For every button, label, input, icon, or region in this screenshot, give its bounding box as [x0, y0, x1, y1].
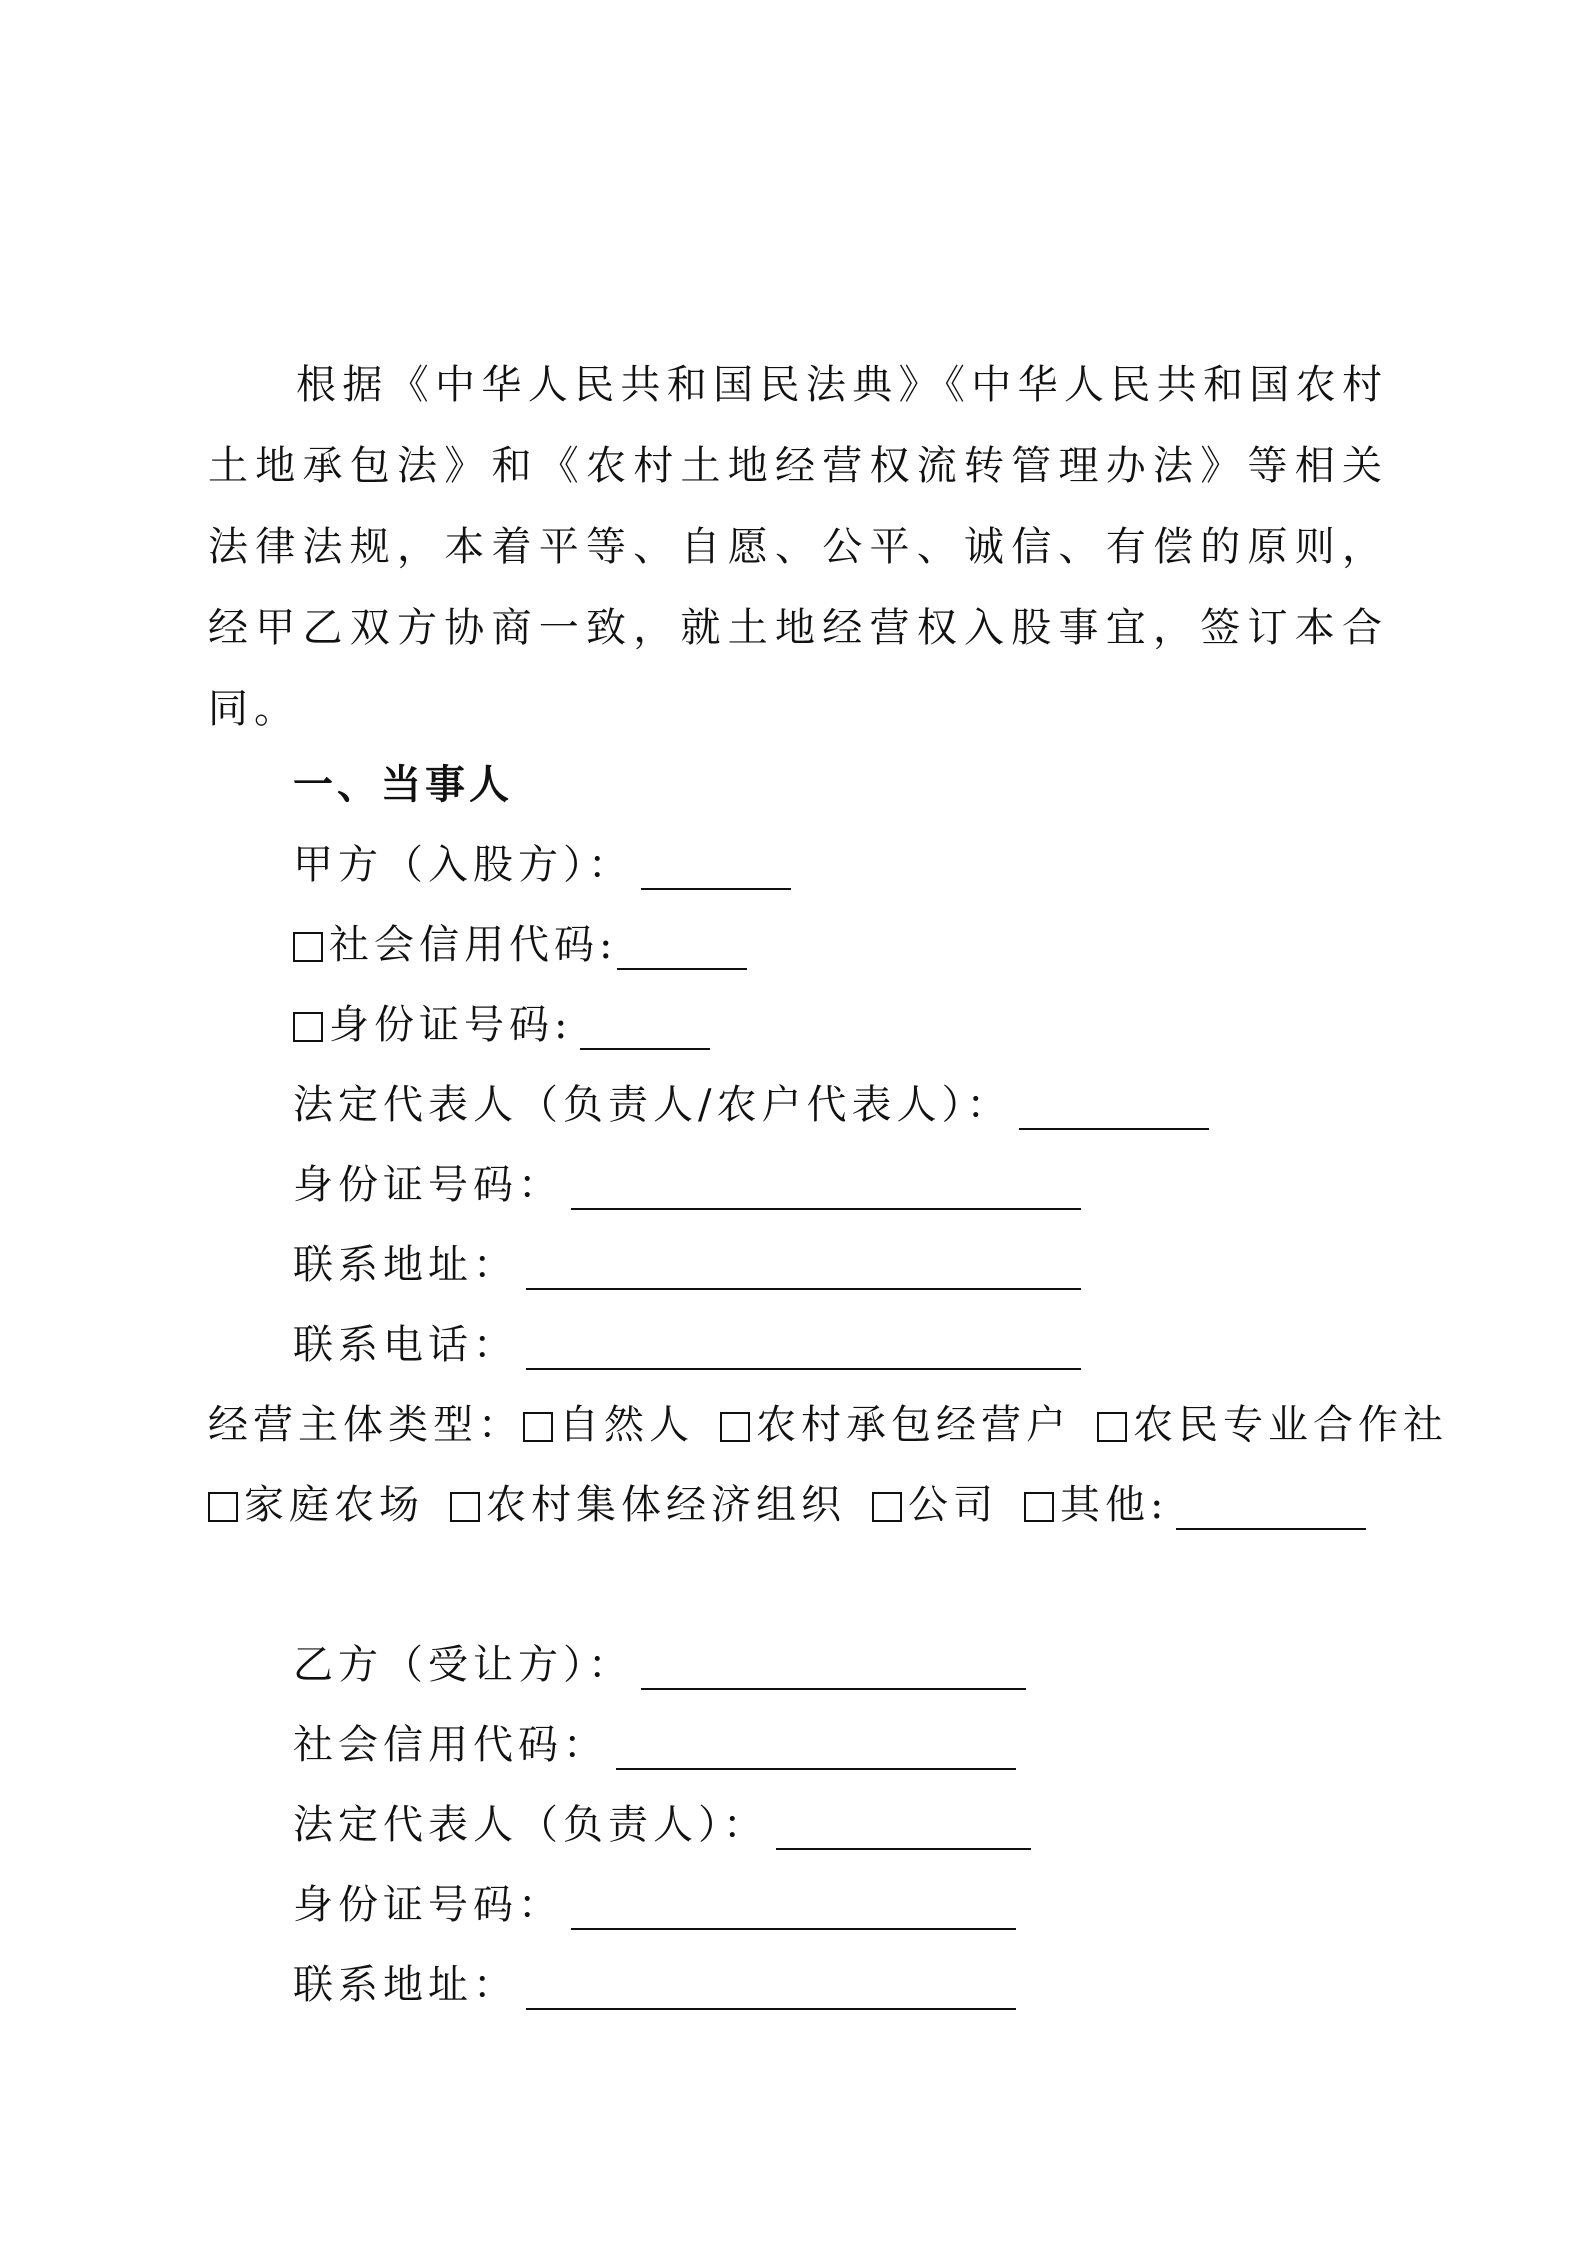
party-b-rep-id-label: 身份证号码： [293, 1882, 563, 1928]
entity-option-company[interactable] [872, 1473, 998, 1530]
party-b-credit-code-label: 社会信用代码： [293, 1722, 608, 1768]
checkbox[interactable] [208, 1492, 238, 1522]
party-a-blank[interactable] [641, 844, 791, 890]
entity-option-label: 农民专业合作社 [1133, 1402, 1448, 1448]
entity-type-label: 经营主体类型： [208, 1402, 523, 1448]
party-a-credit-code-blank[interactable] [617, 924, 747, 970]
entity-option-label: 农村承包经营户 [756, 1402, 1071, 1448]
party-a-credit-code-label: 社会信用代码: [329, 922, 618, 968]
party-a-phone-row [293, 1310, 1081, 1370]
party-a-id-row [293, 990, 710, 1050]
party-b-credit-code-row [293, 1710, 1016, 1770]
entity-option-cooperative[interactable] [1097, 1393, 1448, 1450]
checkbox[interactable] [720, 1412, 750, 1442]
entity-option-natural-person[interactable] [523, 1393, 694, 1450]
party-b-address-blank[interactable] [526, 1964, 1016, 2010]
party-a-address-blank[interactable] [526, 1244, 1081, 1290]
credit-code-checkbox[interactable] [293, 932, 323, 962]
entity-option-collective[interactable] [450, 1473, 846, 1530]
checkbox[interactable] [523, 1412, 553, 1442]
party-b-rep-row [293, 1790, 1031, 1850]
entity-type-row-1 [208, 1390, 1448, 1450]
party-a-id-label: 身份证号码: [329, 1002, 573, 1048]
party-b-rep-id-row [293, 1870, 1016, 1930]
party-a-rep-id-row [293, 1150, 1081, 1210]
party-a-address-row [293, 1230, 1081, 1290]
checkbox[interactable] [450, 1492, 480, 1522]
id-number-checkbox[interactable] [293, 1012, 323, 1042]
party-a-label: 甲方（入股方）： [293, 842, 633, 888]
entity-option-household[interactable] [720, 1393, 1071, 1450]
party-a-rep-id-label: 身份证号码： [293, 1162, 563, 1208]
entity-option-label: 自然人 [559, 1402, 694, 1448]
entity-option-label: 其他: [1060, 1482, 1169, 1528]
party-a-id-blank[interactable] [580, 1004, 710, 1050]
checkbox[interactable] [872, 1492, 902, 1522]
party-a-phone-label: 联系电话： [293, 1322, 518, 1368]
section-title-parties: 一、当事人 [293, 761, 513, 808]
party-b-rep-blank[interactable] [776, 1804, 1031, 1850]
entity-type-row-2 [208, 1470, 1366, 1530]
entity-option-label: 农村集体经济组织 [486, 1482, 846, 1528]
party-a-credit-code-row [293, 910, 747, 970]
party-b-rep-id-blank[interactable] [571, 1884, 1016, 1930]
party-a-row [293, 830, 791, 890]
entity-other-blank[interactable] [1176, 1484, 1366, 1530]
party-b-blank[interactable] [641, 1644, 1026, 1690]
party-b-label: 乙方（受让方）： [293, 1642, 633, 1688]
party-a-rep-blank[interactable] [1019, 1084, 1209, 1130]
party-a-phone-blank[interactable] [526, 1324, 1081, 1370]
entity-option-other[interactable] [1024, 1473, 1366, 1530]
party-a-rep-row [293, 1070, 1209, 1130]
entity-option-label: 公司 [908, 1482, 998, 1528]
entity-option-family-farm[interactable] [208, 1473, 424, 1530]
party-a-rep-id-blank[interactable] [571, 1164, 1081, 1210]
checkbox[interactable] [1024, 1492, 1054, 1522]
party-b-address-row [293, 1950, 1016, 2010]
checkbox[interactable] [1097, 1412, 1127, 1442]
party-a-rep-label: 法定代表人（负责人/农户代表人）： [293, 1082, 1012, 1128]
party-b-rep-label: 法定代表人（负责人）： [293, 1802, 768, 1848]
party-a-address-label: 联系地址： [293, 1242, 518, 1288]
party-b-address-label: 联系地址： [293, 1962, 518, 2008]
intro-paragraph: 根据《中华人民共和国民法典》《中华人民共和国农村土地承包法》和《农村土地经营权流转管理办法》等相关法律法规，本着平等、自愿、公平、诚信、有偿的原则，经甲乙双方协商一致，就土地经营权入股事宜，签订本合同。 [208, 362, 1388, 732]
entity-option-label: 家庭农场 [244, 1482, 424, 1528]
party-b-row [293, 1630, 1026, 1690]
party-b-credit-code-blank[interactable] [616, 1724, 1016, 1770]
